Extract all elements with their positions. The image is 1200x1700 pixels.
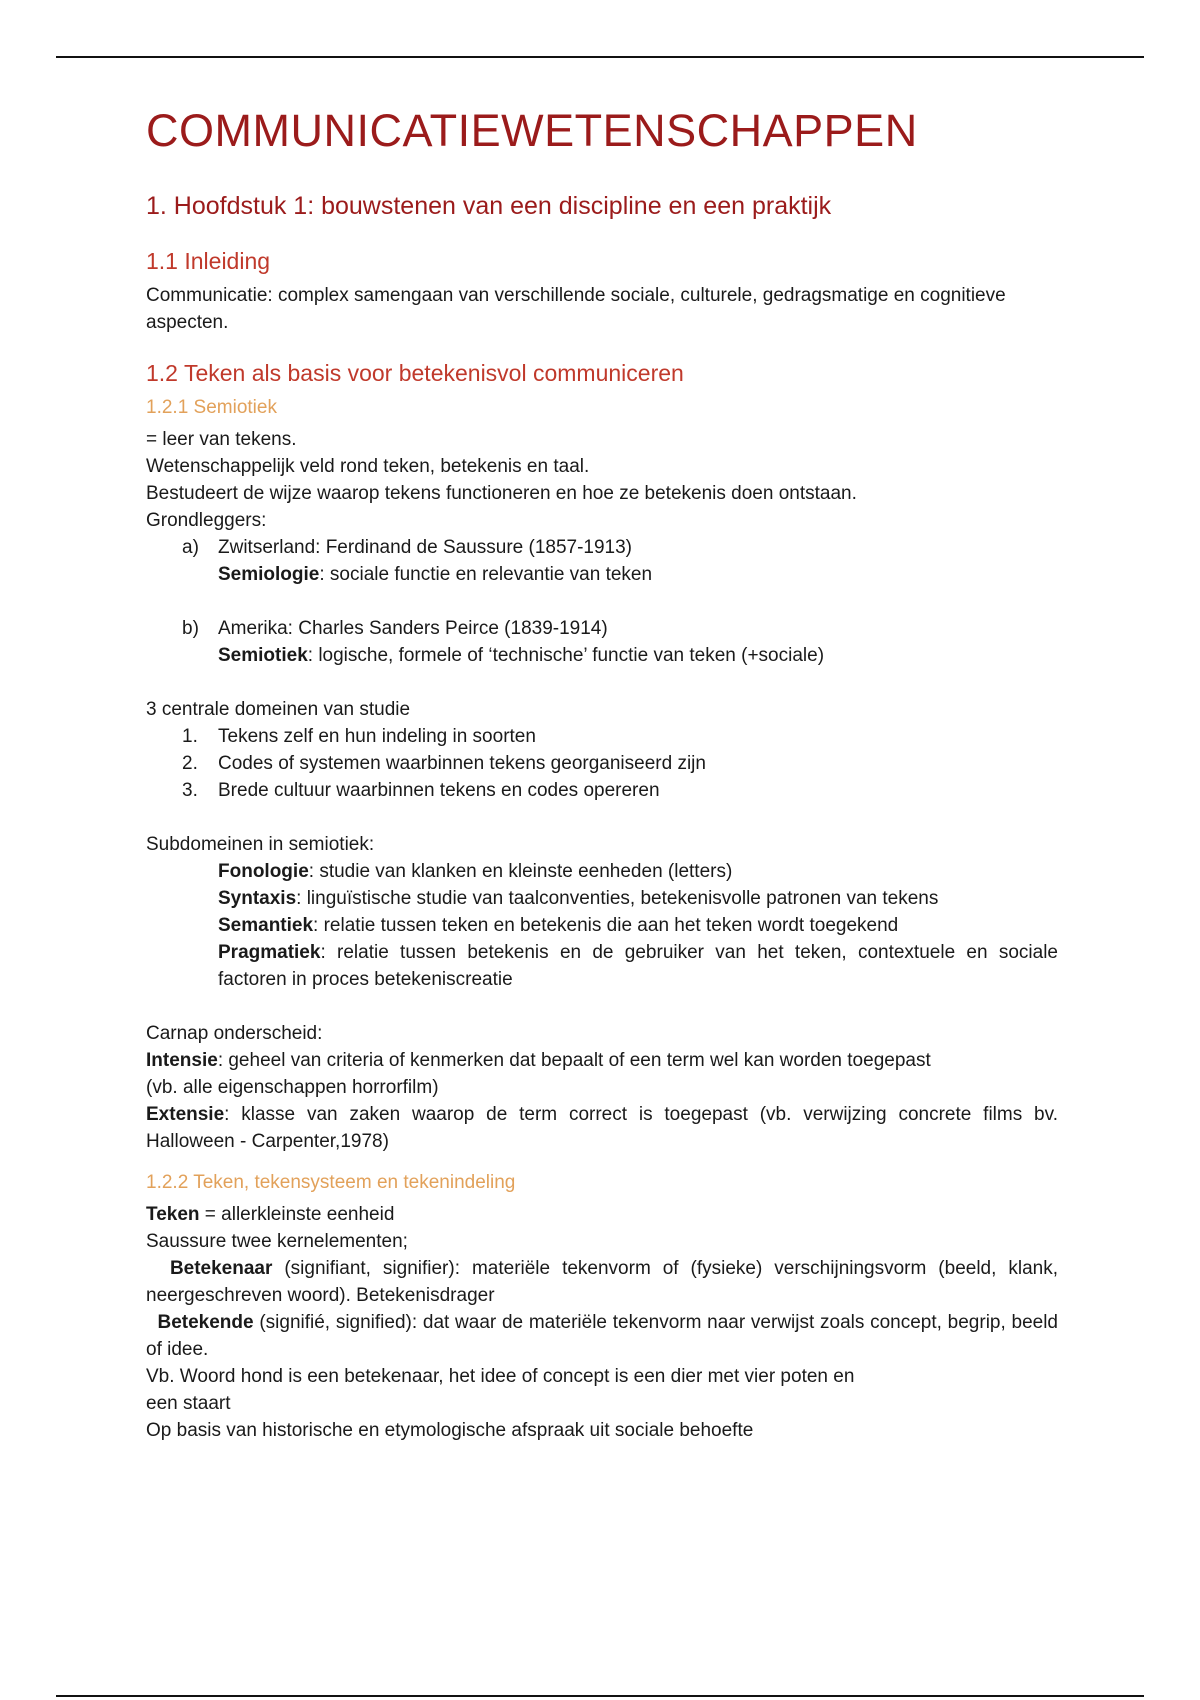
- domain-item: [146, 777, 1058, 804]
- definition-text: : relatie tussen teken en betekenis die aan het teken wordt toegekend: [313, 915, 899, 936]
- definition-text: (signifiant, signifier): materiële tekenvorm of (fysieke) verschijningsvorm (beeld, klank, neergeschreven woord). Betekenisdrager: [146, 1258, 1058, 1306]
- term-fonologie: Fonologie: [218, 861, 309, 882]
- definition-text: (signifié, signified): dat waar de materiële tekenvorm naar verwijst zoals concept, begrip, beeld of idee.: [146, 1312, 1058, 1360]
- paragraph-line: Bestudeert de wijze waarop tekens functioneren en hoe ze betekenis doen ontstaan.: [146, 483, 857, 504]
- founder-item-b: [146, 615, 1058, 669]
- list-marker: 1.: [182, 726, 198, 747]
- term-extensie: Extensie: [146, 1104, 225, 1125]
- subdomain-item: [218, 912, 1058, 939]
- founder-line: Zwitserland: Ferdinand de Saussure (1857-1913): [218, 537, 633, 558]
- list-marker: a): [182, 537, 199, 558]
- list-marker: 3.: [182, 780, 198, 801]
- example-line: Vb. Woord hond is een betekenaar, het idee of concept is een dier met vier poten en: [146, 1366, 855, 1387]
- document-page: [146, 100, 1058, 1444]
- subdomains-intro: Subdomeinen in semiotiek:: [146, 834, 375, 855]
- section-1-1-heading: 1.1 Inleiding: [146, 248, 271, 274]
- founder-definition: [218, 642, 1058, 669]
- subdomain-item: [218, 885, 1058, 912]
- definition-text: : studie van klanken en kleinste eenheden (letters): [308, 861, 733, 882]
- basis-line: Op basis van historische en etymologische afspraak uit sociale behoefte: [146, 1420, 754, 1441]
- section-1-1-text: Communicatie: complex samengaan van verschillende sociale, culturele, gedragsmatige en cognitieve aspecten.: [146, 285, 1006, 333]
- chapter-heading: 1. Hoofdstuk 1: bouwstenen van een discipline en een praktijk: [146, 192, 832, 220]
- term-syntaxis: Syntaxis: [218, 888, 297, 909]
- founder-line: Amerika: Charles Sanders Peirce (1839-1914): [218, 618, 608, 639]
- list-marker: b): [182, 618, 199, 639]
- term-teken: Teken: [146, 1204, 200, 1225]
- extensie-definition: [146, 1101, 1058, 1155]
- domain-item: [146, 750, 1058, 777]
- term-semiotiek: Semiotiek: [218, 645, 308, 666]
- founder-item-a: [146, 534, 1058, 588]
- intensie-definition: [146, 1047, 1058, 1074]
- list-marker: 2.: [182, 753, 198, 774]
- definition-text: : relatie tussen betekenis en de gebruiker van het teken, contextuele en sociale factoren in proces betekeniscreatie: [218, 942, 1058, 990]
- term-betekende: Betekende: [157, 1312, 254, 1333]
- paragraph-line: Grondleggers:: [146, 510, 267, 531]
- paragraph-line: = leer van tekens.: [146, 429, 297, 450]
- betekende-definition: [146, 1309, 1058, 1363]
- founder-definition: [218, 561, 1058, 588]
- subdomain-list: [146, 858, 1058, 993]
- definition-text: : klasse van zaken waarop de term correct is toegepast (vb. verwijzing concrete films bv. Halloween - Carpenter,1978): [146, 1104, 1058, 1152]
- term-betekenaar: Betekenaar: [169, 1258, 273, 1279]
- term-pragmatiek: Pragmatiek: [218, 942, 321, 963]
- footer-rule: [56, 1695, 1144, 1697]
- domain-text: Tekens zelf en hun indeling in soorten: [218, 726, 536, 747]
- domains-intro: 3 centrale domeinen van studie: [146, 699, 411, 720]
- paragraph-line: Wetenschappelijk veld rond teken, betekenis en taal.: [146, 456, 590, 477]
- example-line: een staart: [146, 1393, 231, 1414]
- subdomain-item: [218, 939, 1058, 993]
- definition-text: : sociale functie en relevantie van teken: [319, 564, 653, 585]
- definition-text: : linguïstische studie van taalconventies, betekenisvolle patronen van tekens: [296, 888, 939, 909]
- section-1-2-2-heading: 1.2.2 Teken, tekensysteem en tekenindeling: [146, 1172, 516, 1193]
- intensie-example: (vb. alle eigenschappen horrorfilm): [146, 1077, 439, 1098]
- domain-text: Codes of systemen waarbinnen tekens georganiseerd zijn: [218, 753, 706, 774]
- term-semantiek: Semantiek: [218, 915, 314, 936]
- betekenaar-definition: [146, 1255, 1058, 1309]
- section-1-2-heading: 1.2 Teken als basis voor betekenisvol communiceren: [146, 360, 684, 386]
- section-1-2-1-heading: 1.2.1 Semiotiek: [146, 397, 277, 418]
- term-semiologie: Semiologie: [218, 564, 320, 585]
- carnap-intro: Carnap onderscheid:: [146, 1023, 323, 1044]
- subdomain-item: [218, 858, 1058, 885]
- definition-text: : geheel van criteria of kenmerken dat bepaalt of een term wel kan worden toegepast: [217, 1050, 931, 1071]
- document-title: COMMUNICATIEWETENSCHAPPEN: [146, 105, 918, 156]
- definition-text: = allerkleinste eenheid: [199, 1204, 395, 1225]
- teken-definition: [146, 1201, 1058, 1228]
- domain-text: Brede cultuur waarbinnen tekens en codes opereren: [218, 780, 660, 801]
- definition-text: : logische, formele of ‘technische’ functie van teken (+sociale): [307, 645, 825, 666]
- domain-item: [146, 723, 1058, 750]
- saussure-line: Saussure twee kernelementen;: [146, 1231, 408, 1252]
- header-rule: [56, 56, 1144, 58]
- term-intensie: Intensie: [146, 1050, 218, 1071]
